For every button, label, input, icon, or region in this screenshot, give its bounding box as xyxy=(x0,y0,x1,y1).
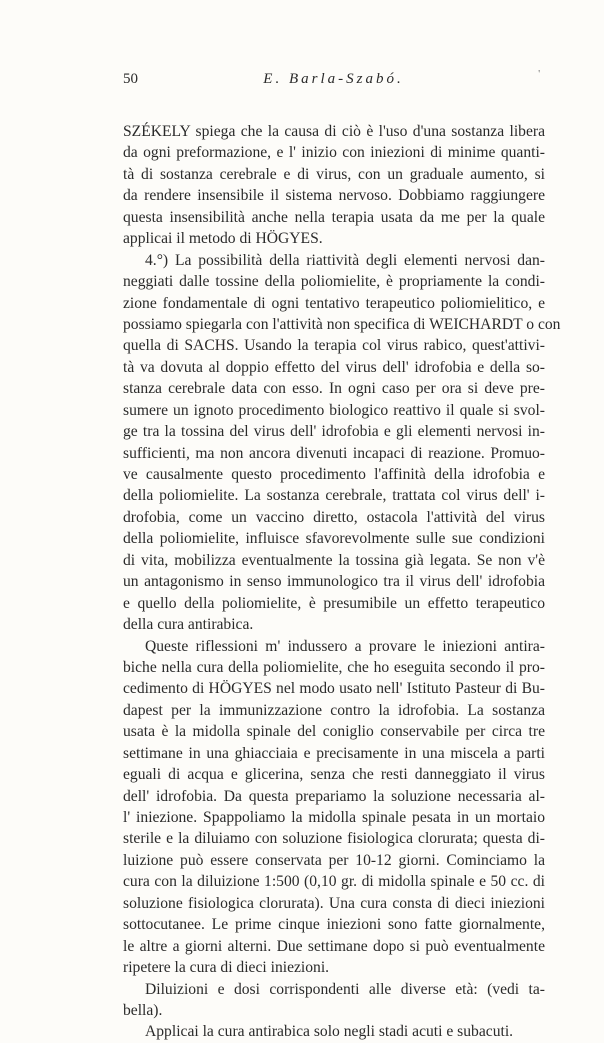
paragraph xyxy=(123,121,545,250)
text-line: un antagonismo in senso immunologico tra il virus dell' idrofobia xyxy=(123,573,545,591)
paragraph xyxy=(123,636,545,979)
text-line: l' iniezione. Spappoliamo la midolla spinale pesata in un mortaio xyxy=(123,809,545,826)
running-title: E. Barla-Szabó. xyxy=(263,71,404,87)
text-line: della poliomielite, influisce sfavorevolmente sulle sue condizioni xyxy=(123,530,545,548)
paragraph xyxy=(123,1021,545,1042)
text-line: SZÉKELY spiega che la causa di ciò è l'uso d'una sostanza libera xyxy=(123,123,545,140)
text-line: possiamo spiegarla con l'attività non specifica di WEICHARDT o con xyxy=(123,315,561,333)
text-line: della poliomielite. La sostanza cerebrale, trattata col virus dell' i- xyxy=(123,487,545,505)
text-line: soluzione fisiologica clorurata). Una cura consta di dieci iniezioni xyxy=(123,894,545,912)
text-line: cura con la diluizione 1:500 (0,10 gr. di midolla spinale e 50 cc. di xyxy=(123,873,545,891)
text-line: ve causalmente questo procedimento l'affinità della idrofobia e xyxy=(123,466,545,483)
text-line: da rendere insensibile il sistema nervoso. Dobbiamo raggiungere xyxy=(123,187,545,205)
text-line: zione fondamentale di ogni tentativo terapeutico poliomielitico, e xyxy=(123,294,545,312)
text-line: usata è la midolla spinale del coniglio conservabile per circa tre xyxy=(123,723,545,741)
text-line: da ogni preformazione, e l' inizio con iniezioni di minime quanti- xyxy=(123,144,545,162)
text-line: sufficienti, ma non ancora divenuti incapaci di reazione. Promuo- xyxy=(123,444,545,462)
text-line: sterile e la diluiamo con soluzione fisiologica clorurata; questa di- xyxy=(123,830,545,848)
text-line: le altre a giorni alterni. Due settimane dopo si può eventualmente xyxy=(123,937,545,955)
text-line: di vita, mobilizza eventualmente la tossina già legata. Se non v'è xyxy=(123,551,545,569)
text-line: ge tra la tossina del virus dell' idrofobia e gli elementi nervosi in- xyxy=(123,423,545,441)
body-text xyxy=(123,121,561,1043)
text-line: sumere un ignoto procedimento biologico reattivo il quale si svol- xyxy=(123,401,545,419)
text-line: 4.°) La possibilità della riattività degli elementi nervosi dan- xyxy=(145,251,545,269)
text-line: quella di SACHS. Usando la terapia col virus rabico, quest'attivi- xyxy=(123,337,545,355)
text-line: settimane in una ghiacciaia e precisamente in una miscela a parti xyxy=(123,744,545,762)
text-line: Diluizioni e dosi corrispondenti alle diverse età: (vedi ta- xyxy=(145,980,545,998)
text-line: e quello della poliomielite, è presumibile un effetto terapeutico xyxy=(123,594,545,612)
text-line: Queste riflessioni m' indussero a provare le iniezioni antira- xyxy=(145,637,545,655)
text-line: sottocutanee. Le prime cinque iniezioni sono fatte giornalmente, xyxy=(123,916,545,934)
text-line: luizione può essere conservata per 10-12 giorni. Cominciamo la xyxy=(123,851,545,869)
text-line: stanza cerebrale data con esso. In ogni caso per ora si deve pre- xyxy=(123,380,545,398)
page-header xyxy=(123,69,544,91)
text-line: neggiati dalle tossine della poliomielite, è propriamente la condi- xyxy=(123,273,545,291)
text-line: dell' idrofobia. Da questa prepariamo la soluzione necessaria al- xyxy=(123,787,545,805)
text-line: dapest per la immunizzazione contro la idrofobia. La sostanza xyxy=(123,701,545,719)
text-line: eguali di acqua e glicerina, senza che resti danneggiato il virus xyxy=(123,766,545,784)
text-line: biche nella cura della poliomielite, che ho eseguita secondo il pro- xyxy=(123,658,545,676)
text-line: bella). xyxy=(123,1001,163,1019)
text-line: tà va dovuta al doppio effetto del virus dell' idrofobia e della so- xyxy=(123,358,545,376)
text-line: ripetere la cura di dieci iniezioni. xyxy=(123,959,330,977)
text-line: drofobia, come un vaccino diretto, ostacola l'attività del virus xyxy=(123,508,545,526)
text-line: tà di sostanza cerebrale e di virus, con un graduale aumento, si xyxy=(123,165,545,183)
text-line: applicai il metodo di HÖGYES. xyxy=(123,230,323,248)
text-line: questa insensibilità anche nella terapia usata da me per la quale xyxy=(123,208,545,226)
paragraph xyxy=(123,979,545,1022)
margin-mark: ' xyxy=(538,69,540,80)
text-line: della cura antirabica. xyxy=(123,616,254,634)
text-line: Applicai la cura antirabica solo negli stadi acuti e subacuti. xyxy=(145,1023,514,1041)
paragraph xyxy=(123,250,561,636)
text-line: cedimento di HÖGYES nel modo usato nell' Istituto Pasteur di Bu- xyxy=(123,680,545,698)
page-number: 50 xyxy=(123,71,138,87)
